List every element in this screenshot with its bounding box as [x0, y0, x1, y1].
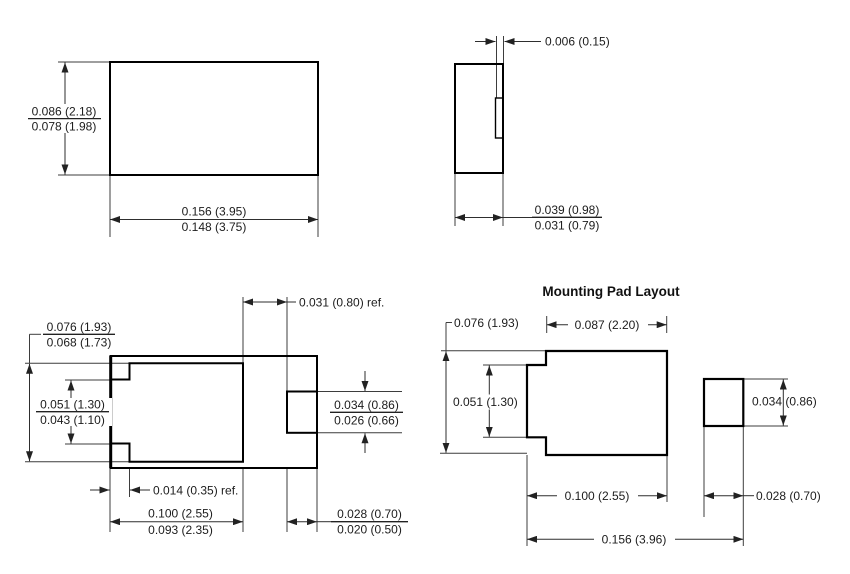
terminal-outline: [496, 98, 504, 138]
dim-edge-offset: 0.006 (0.15): [545, 34, 610, 49]
dim-width-upper: 0.100 (2.55): [148, 506, 213, 521]
dim-notch-height: 0.051 (1.30): [453, 394, 518, 409]
mounting-pad-layout: [440, 284, 821, 547]
dim-anode-width: 0.028 (0.70): [756, 488, 821, 503]
inner-outline: [110, 363, 243, 461]
top-view: [27, 62, 318, 237]
dim-body-lower: 0.068 (1.73): [46, 335, 112, 350]
dim-cathode-width: 0.087 (2.20): [574, 317, 640, 332]
dim-body-upper: 0.076 (1.93): [46, 320, 112, 334]
dim-cathode-span: 0.100 (2.55): [564, 488, 630, 503]
anode-pad-outline: [704, 379, 743, 426]
body-outline: [110, 62, 318, 175]
bottom-view: [25, 296, 408, 538]
dim-width-upper: 0.156 (3.95): [181, 204, 247, 219]
dim-width-lower: 0.148 (3.75): [181, 220, 247, 234]
dim-width-lower: 0.093 (2.35): [148, 523, 213, 537]
dim-notch-ref: 0.014 (0.35) ref.: [153, 483, 239, 498]
dim-terminal-ref: 0.031 (0.80) ref.: [299, 295, 385, 310]
dim-pad-height: 0.076 (1.93): [454, 316, 519, 330]
dim-slot-upper: 0.051 (1.30): [40, 397, 105, 412]
dim-tab-lower: 0.026 (0.66): [334, 413, 399, 428]
dim-thickness-lower: 0.031 (0.79): [534, 218, 600, 233]
dim-height-lower: 0.078 (1.98): [31, 119, 97, 134]
dim-overall-width: 0.156 (3.96): [601, 532, 667, 547]
dim-tab-upper: 0.034 (0.86): [334, 398, 399, 412]
side-view: [455, 35, 610, 233]
dim-anode-height: 0.034 (0.86): [752, 394, 817, 409]
dim-tab-width-upper: 0.028 (0.70): [337, 507, 402, 521]
dim-height-upper: 0.086 (2.18): [31, 104, 97, 119]
dim-tab-width-lower: 0.020 (0.50): [337, 522, 402, 537]
dim-thickness-upper: 0.039 (0.98): [534, 203, 600, 217]
cathode-pad-outline: [527, 351, 667, 455]
terminal-tab-outline: [287, 392, 317, 433]
pad-layout-title: Mounting Pad Layout: [542, 284, 680, 299]
dim-slot-lower: 0.043 (1.10): [40, 413, 105, 427]
